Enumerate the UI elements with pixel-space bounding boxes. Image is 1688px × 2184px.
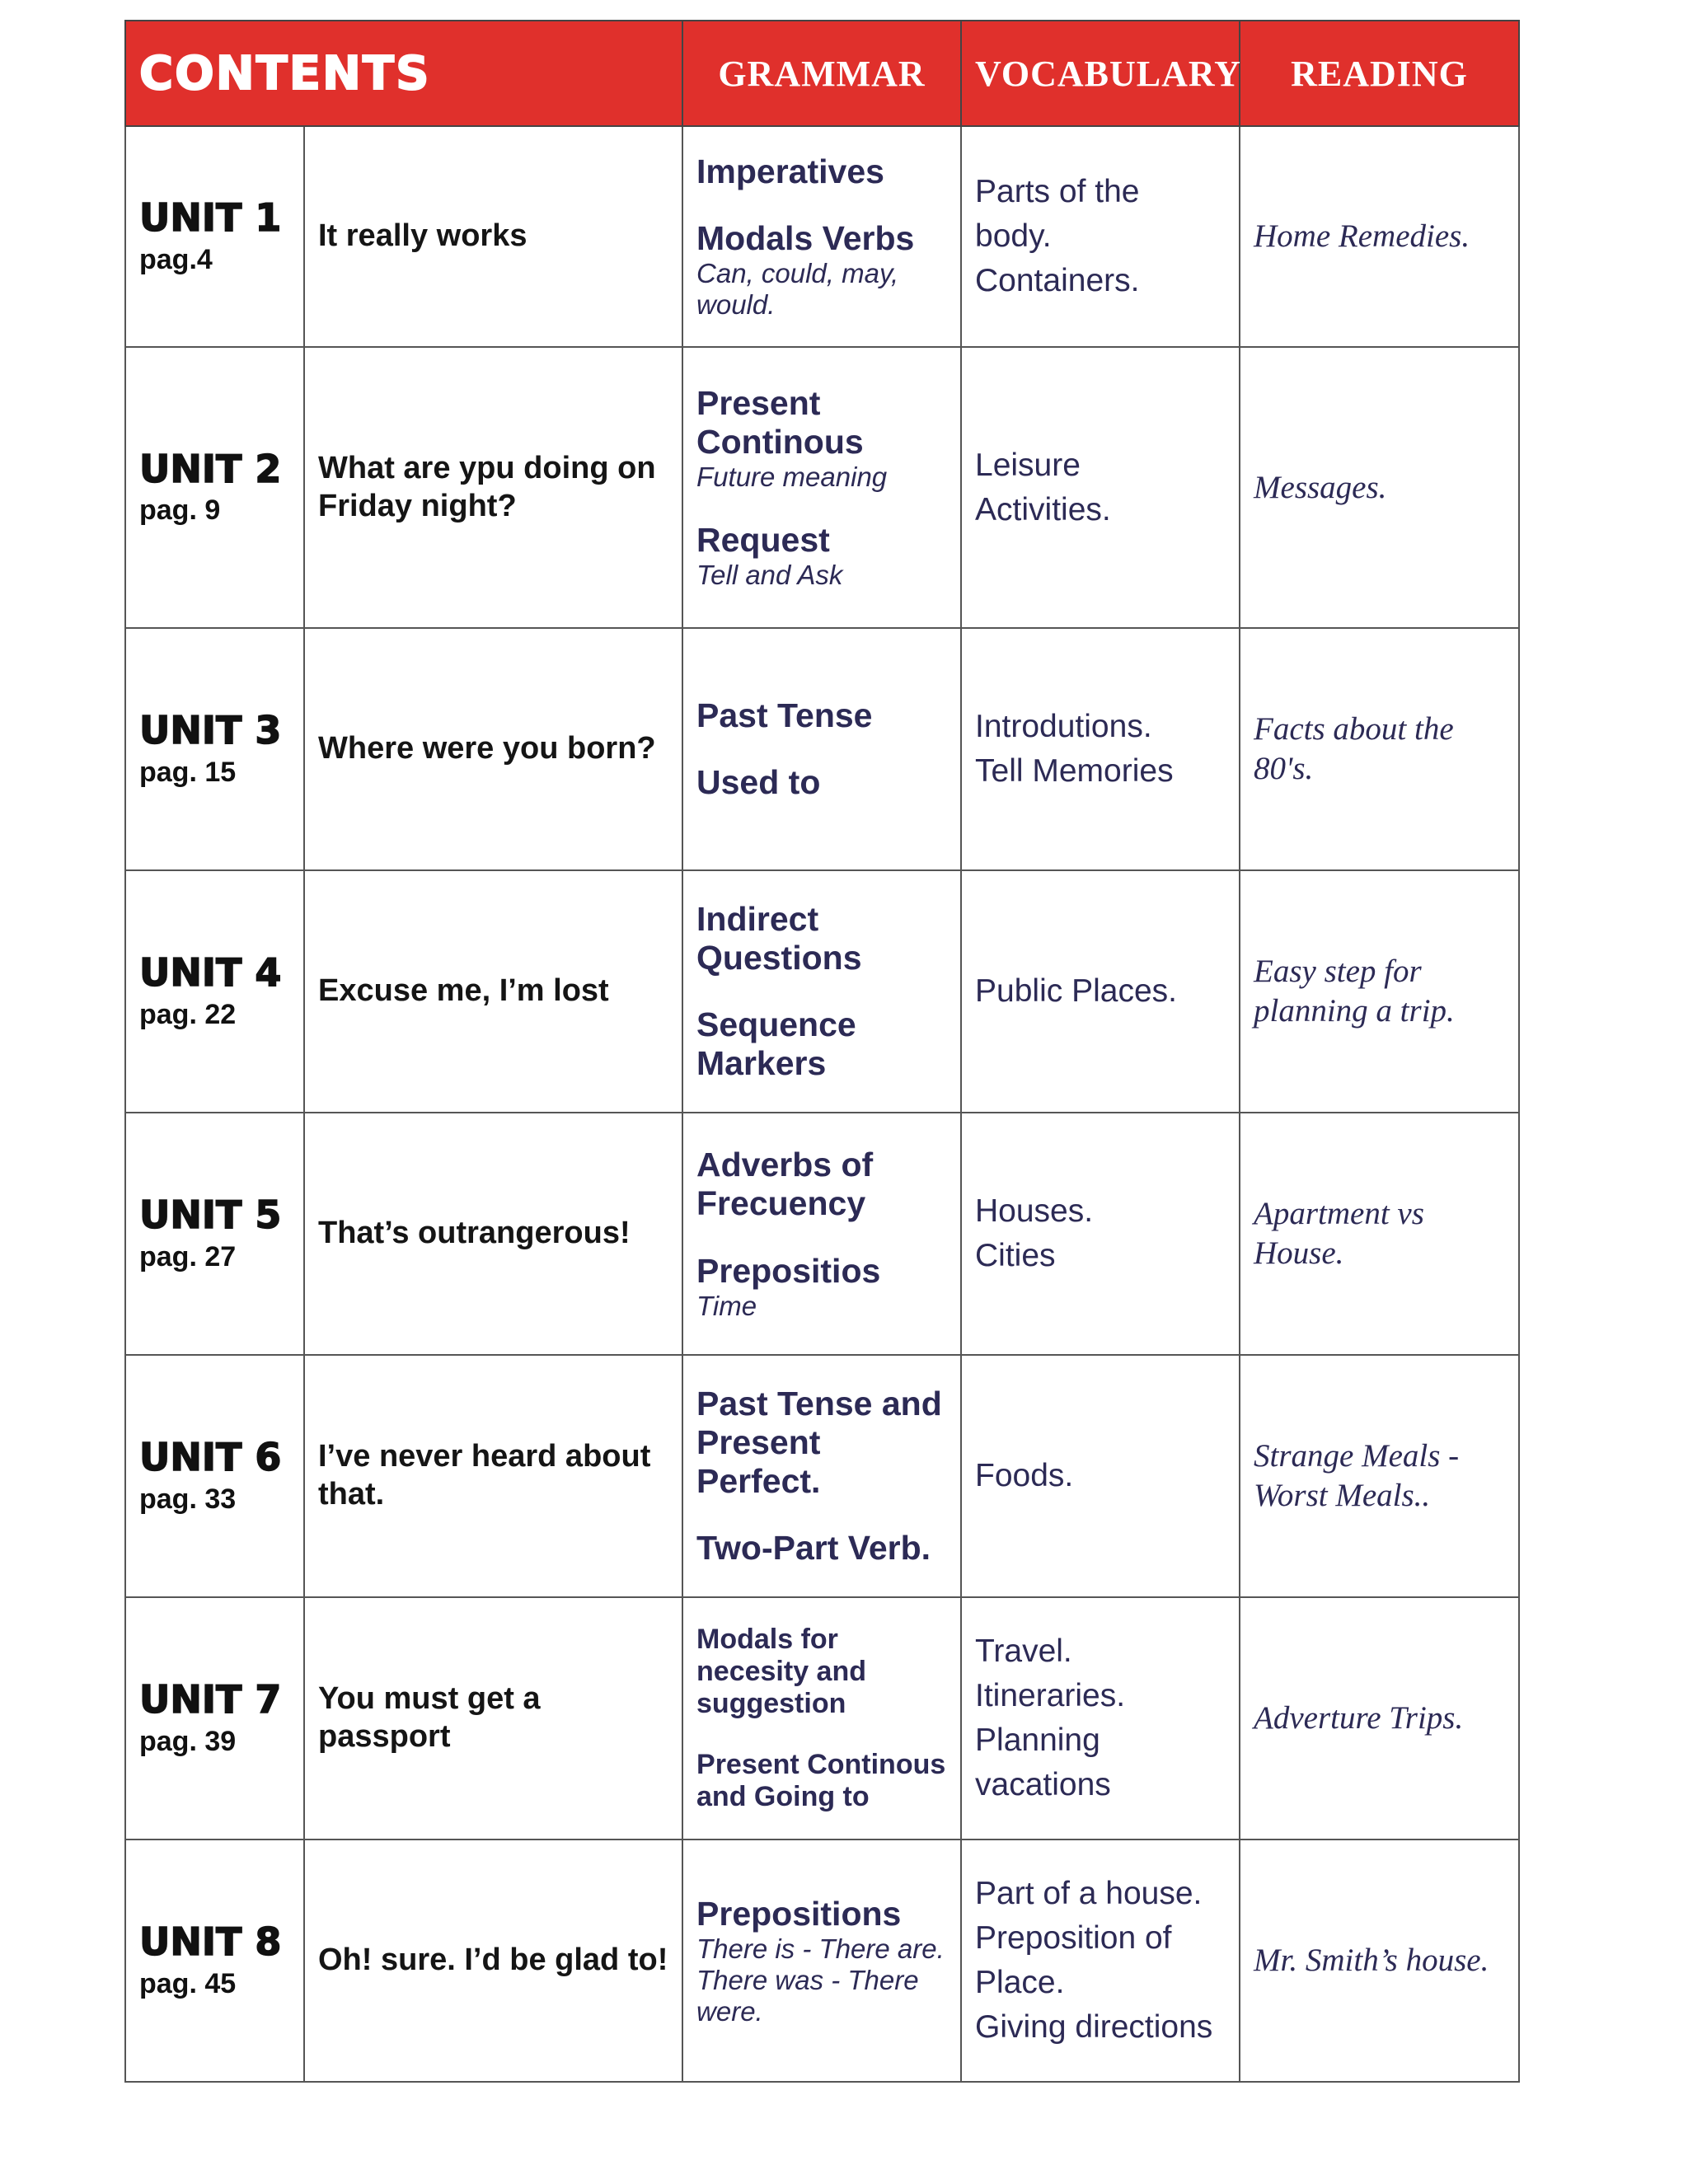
- vocabulary-line: Preposition of: [975, 1920, 1172, 1957]
- grammar-point: Prepositios: [696, 1251, 881, 1290]
- vocabulary-line: Itineraries.: [975, 1678, 1126, 1714]
- unit-title: UNIT 3: [139, 708, 282, 753]
- unit-topic: I’ve never heard about that.: [304, 1355, 682, 1597]
- grammar-point: Present Continous: [696, 383, 864, 461]
- unit-title: UNIT 5: [139, 1193, 282, 1238]
- vocabulary-line: Activities.: [975, 491, 1111, 527]
- unit-topic: Oh! sure. I’d be glad to!: [304, 1840, 682, 2082]
- grammar-point: Prepositions: [696, 1894, 902, 1933]
- grammar-point: Two-Part Verb.: [696, 1529, 931, 1568]
- contents-heading: CONTENTS: [125, 21, 682, 126]
- grammar-note: Future meaning: [696, 462, 888, 493]
- unit-row: [125, 347, 1519, 628]
- grammar-cell: [682, 347, 961, 628]
- vocabulary-line: Containers.: [975, 262, 1140, 298]
- vocabulary-heading: VOCABULARY: [961, 21, 1240, 126]
- grammar-cell: [682, 1113, 961, 1355]
- vocabulary-line: Foods.: [975, 1458, 1074, 1494]
- grammar-note: There is - There are.: [696, 1933, 945, 1964]
- unit-page: pag. 22: [139, 998, 237, 1030]
- unit-page: pag. 27: [139, 1240, 237, 1272]
- unit-title: UNIT 1: [139, 195, 282, 241]
- reading-cell: Facts about the 80's.: [1240, 628, 1519, 870]
- grammar-cell: [682, 1597, 961, 1840]
- vocabulary-line: Travel.: [975, 1633, 1072, 1670]
- unit-row: [125, 1355, 1519, 1597]
- reading-cell: Adverture Trips.: [1240, 1597, 1519, 1840]
- grammar-point: Present Continous and Going to: [696, 1748, 946, 1812]
- reading-cell: Apartment vs House.: [1240, 1113, 1519, 1355]
- unit-title: UNIT 4: [139, 950, 282, 996]
- grammar-heading: GRAMMAR: [682, 21, 961, 126]
- unit-row: [125, 628, 1519, 870]
- unit-cell: [125, 1113, 304, 1355]
- reading-cell: Mr. Smith’s house.: [1240, 1840, 1519, 2082]
- reading-cell: Home Remedies.: [1240, 126, 1519, 347]
- grammar-point: Modals Verbs: [696, 219, 915, 258]
- grammar-point: Modals for necesity and suggestion: [696, 1624, 866, 1720]
- grammar-note: There was - There were.: [696, 1964, 919, 2027]
- grammar-point: Sequence Markers: [696, 1005, 856, 1083]
- reading-cell: Messages.: [1240, 347, 1519, 628]
- reading-cell: Strange Meals - Worst Meals..: [1240, 1355, 1519, 1597]
- unit-topic: It really works: [304, 126, 682, 347]
- grammar-point: Indirect Questions: [696, 899, 862, 977]
- unit-row: [125, 1840, 1519, 2082]
- vocabulary-line: Leisure: [975, 447, 1081, 483]
- vocabulary-line: vacations: [975, 1766, 1111, 1802]
- unit-cell: [125, 628, 304, 870]
- grammar-note: Tell and Ask: [696, 560, 843, 591]
- vocabulary-cell: [961, 1597, 1240, 1840]
- grammar-cell: [682, 1355, 961, 1597]
- vocabulary-line: Houses.: [975, 1193, 1094, 1230]
- vocabulary-cell: [961, 628, 1240, 870]
- unit-cell: [125, 870, 304, 1113]
- reading-cell: Easy step for planning a trip.: [1240, 870, 1519, 1113]
- unit-cell: [125, 1840, 304, 2082]
- grammar-point: Imperatives: [696, 152, 884, 190]
- unit-page: pag. 15: [139, 756, 237, 788]
- unit-title: UNIT 7: [139, 1677, 282, 1722]
- grammar-point: Used to: [696, 763, 821, 801]
- unit-topic: What are ypu doing on Friday night?: [304, 347, 682, 628]
- unit-row: [125, 1113, 1519, 1355]
- unit-row: [125, 1597, 1519, 1840]
- vocabulary-cell: [961, 347, 1240, 628]
- unit-page: pag. 45: [139, 1967, 237, 1999]
- unit-row: [125, 870, 1519, 1113]
- reading-heading: READING: [1240, 21, 1519, 126]
- vocabulary-cell: [961, 1113, 1240, 1355]
- grammar-point: Past Tense: [696, 696, 873, 734]
- grammar-note: Time: [696, 1290, 757, 1321]
- header-row: [125, 21, 1519, 126]
- unit-cell: [125, 1355, 304, 1597]
- grammar-point: Past Tense and Present Perfect.: [696, 1384, 942, 1500]
- grammar-cell: [682, 1840, 961, 2082]
- vocabulary-line: Introdutions.: [975, 709, 1152, 745]
- vocabulary-line: Planning: [975, 1722, 1100, 1758]
- contents-table: [124, 20, 1520, 2083]
- unit-page: pag. 9: [139, 494, 221, 526]
- unit-topic: That’s outrangerous!: [304, 1113, 682, 1355]
- unit-topic: Where were you born?: [304, 628, 682, 870]
- vocabulary-line: Part of a house.: [975, 1876, 1203, 1912]
- grammar-cell: [682, 870, 961, 1113]
- vocabulary-line: body.: [975, 218, 1052, 255]
- unit-row: [125, 126, 1519, 347]
- grammar-note: Can, could, may, would.: [696, 258, 899, 321]
- unit-topic: Excuse me, I’m lost: [304, 870, 682, 1113]
- vocabulary-line: Giving directions: [975, 2008, 1213, 2045]
- unit-title: UNIT 2: [139, 446, 282, 491]
- grammar-cell: [682, 628, 961, 870]
- vocabulary-line: Place.: [975, 1965, 1065, 2000]
- grammar-point: Adverbs of Frecuency: [696, 1146, 874, 1223]
- unit-page: pag. 39: [139, 1725, 237, 1757]
- vocabulary-cell: [961, 126, 1240, 347]
- vocabulary-cell: [961, 1840, 1240, 2082]
- vocabulary-line: Cities: [975, 1238, 1056, 1273]
- grammar-point: Request: [696, 521, 830, 560]
- grammar-cell: [682, 126, 961, 347]
- vocabulary-cell: [961, 870, 1240, 1113]
- vocabulary-line: Public Places.: [975, 973, 1177, 1010]
- unit-title: UNIT 8: [139, 1919, 282, 1965]
- unit-cell: [125, 1597, 304, 1840]
- unit-cell: [125, 126, 304, 347]
- unit-page: pag.4: [139, 243, 213, 275]
- unit-topic: You must get a passport: [304, 1597, 682, 1840]
- unit-title: UNIT 6: [139, 1435, 282, 1480]
- vocabulary-line: Parts of the: [975, 174, 1140, 210]
- vocabulary-line: Tell Memories: [975, 753, 1174, 789]
- unit-page: pag. 33: [139, 1483, 237, 1515]
- vocabulary-cell: [961, 1355, 1240, 1597]
- unit-cell: [125, 347, 304, 628]
